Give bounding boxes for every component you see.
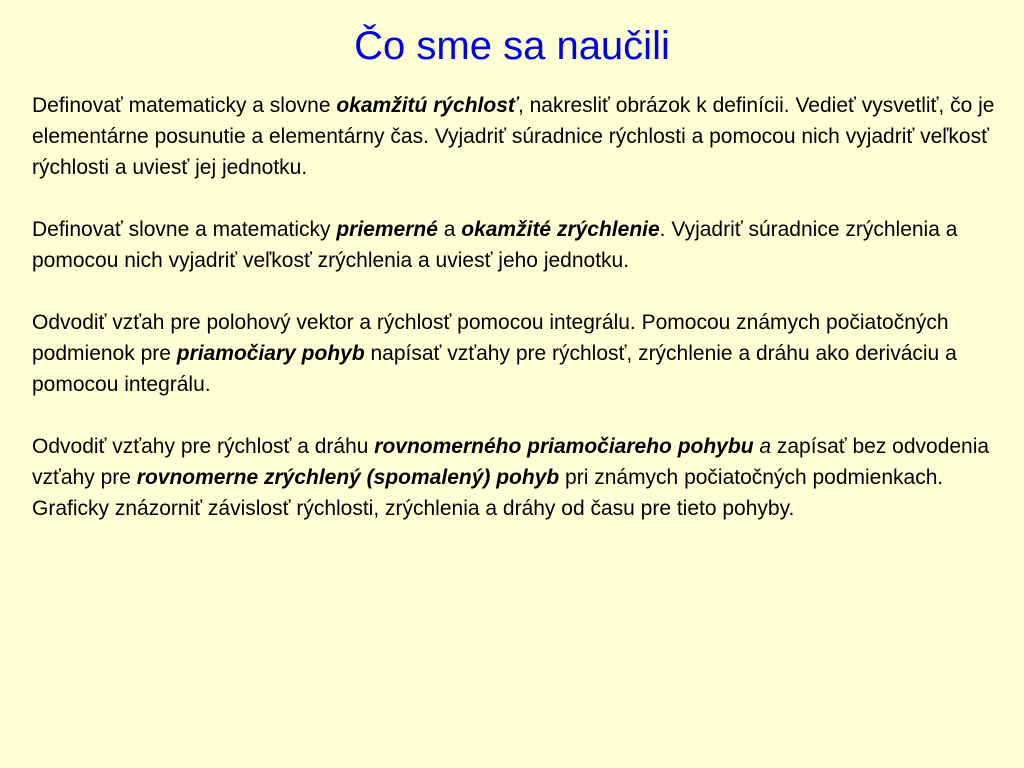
paragraph-integral	[32, 307, 1007, 400]
p2-text-2: a	[437, 218, 462, 241]
p4-text-2: zapísať bez odvodenia vzťahy pre	[32, 435, 990, 489]
p1-text-2: , nakresliť obrázok k definícii. Vedieť vysvetliť, čo je elementárne posunutie a elementárny čas. Vyjadriť súradnice rýchlosti a pomocou nich vyjadriť veľkosť rýchlosti a uviesť jej jednotku.	[32, 94, 995, 179]
p2-emphasis-2: okamžité zrýchlenie	[461, 218, 660, 241]
p3-emphasis-1: priamočiary pohyb	[176, 342, 365, 365]
p3-text-2: napísať vzťahy pre rýchlosť, zrýchlenie a dráhu ako deriváciu a pomocou integrálu.	[32, 342, 957, 396]
p4-text-3: pri známych počiatočných podmienkach.	[559, 466, 944, 489]
p3-text-1: Odvodiť vzťah pre polohový vektor a rýchlosť pomocou integrálu. Pomocou známych počiatočných podmienok pre	[32, 311, 949, 365]
paragraph-instant-velocity	[32, 90, 1007, 183]
paragraph-graphs	[32, 493, 1007, 524]
paragraph-acceleration	[32, 214, 1007, 276]
p4-emphasis-1: rovnomerného priamočiareho pohybu	[374, 435, 754, 458]
p4-emphasis-2: rovnomerne zrýchlený (spomalený) pohyb	[136, 466, 560, 489]
p2-emphasis-1: priemerné	[336, 218, 438, 241]
slide-body	[32, 90, 1007, 524]
p4-text-1: Odvodiť vzťahy pre rýchlosť a dráhu	[32, 435, 375, 458]
p1-text-1: Definovať matematicky a slovne	[32, 94, 337, 117]
p5-text-1: Graficky znázorniť závislosť rýchlosti, zrýchlenia a dráhy od času pre tieto pohyby.	[32, 497, 795, 520]
paragraph-uniform-motion	[32, 431, 1007, 493]
p2-text-3: . Vyjadriť súradnice zrýchlenia a pomocou nich vyjadriť veľkosť zrýchlenia a uviesť jeho jednotku.	[32, 218, 958, 272]
p4-italic-1: a	[753, 435, 772, 458]
p1-emphasis-1: okamžitú rýchlosť	[336, 94, 518, 117]
slide-title: Čo sme sa naučili	[354, 24, 670, 68]
p2-text-1: Definovať slovne a matematicky	[32, 218, 337, 241]
